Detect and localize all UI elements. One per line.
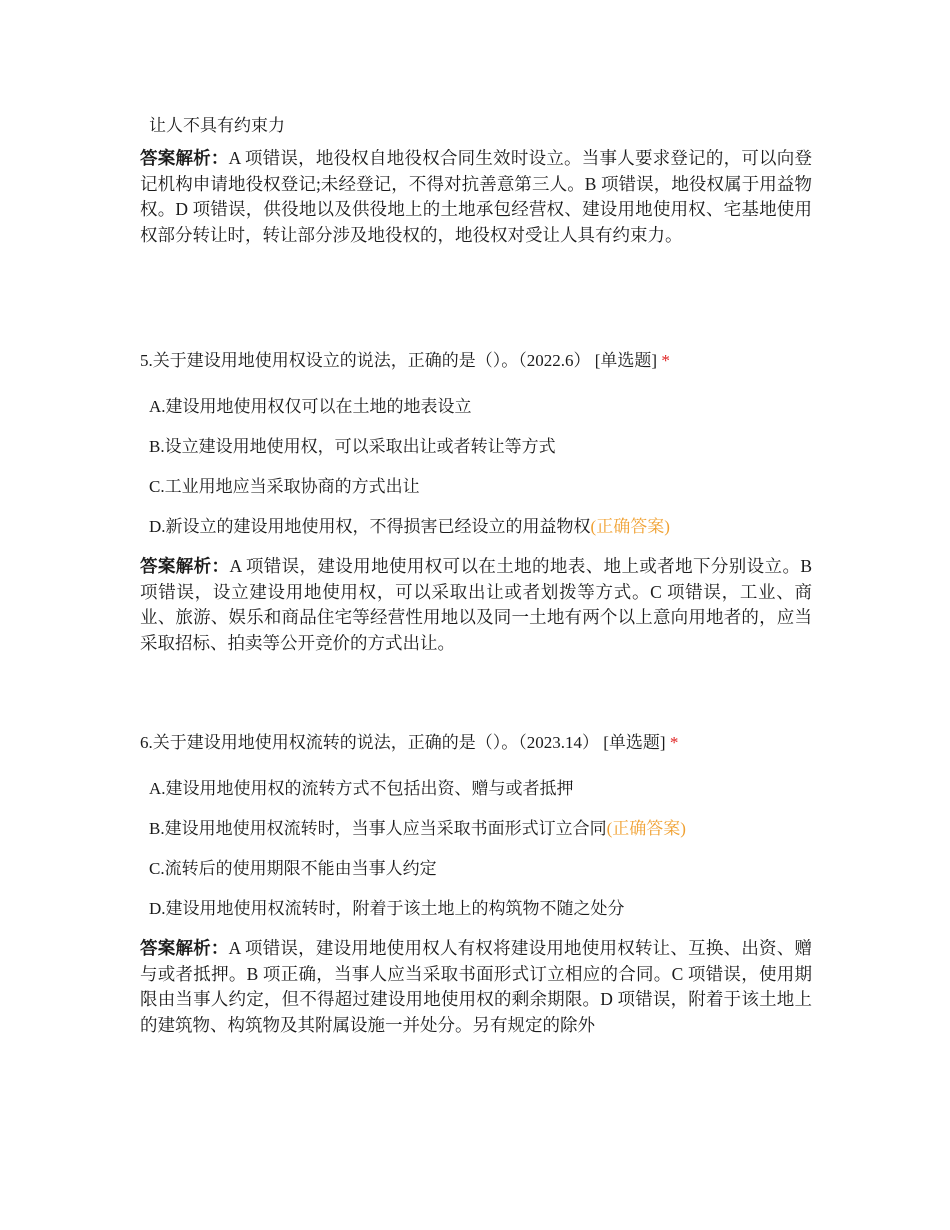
analysis-label: 答案解析： xyxy=(140,148,229,168)
q5-answer-analysis xyxy=(140,554,812,657)
required-mark: * xyxy=(661,351,670,370)
q6-option-d[interactable]: D.建设用地使用权流转时，附着于该土地上的构筑物不随之处分 xyxy=(149,899,625,918)
q6-answer-analysis xyxy=(140,936,812,1039)
q6-option-c[interactable]: C.流转后的使用期限不能由当事人约定 xyxy=(149,859,437,878)
question-5-title: 5.关于建设用地使用权设立的说法，正确的是（）。（2022.6） [单选题] * xyxy=(140,351,670,370)
q6-option-a[interactable]: A.建设用地使用权的流转方式不包括出资、赠与或者抵押 xyxy=(149,779,574,798)
question-6-title: 6.关于建设用地使用权流转的说法，正确的是（）。（2023.14） [单选题] * xyxy=(140,733,679,752)
analysis-label: 答案解析： xyxy=(140,556,230,576)
prev-answer-analysis xyxy=(140,146,812,249)
prev-option-tail: 让人不具有约束力 xyxy=(149,116,285,135)
q5-option-a[interactable]: A.建设用地使用权仅可以在土地的地表设立 xyxy=(149,397,472,416)
q5-option-b[interactable]: B.设立建设用地使用权，可以采取出让或者转让等方式 xyxy=(149,437,556,456)
analysis-text: A 项错误，地役权自地役权合同生效时设立。当事人要求登记的，可以向登记机构申请地役权登记;未经登记，不得对抗善意第三人。B 项错误，地役权属于用益物权。D 项错误，供役地以及供役地上的土地承包经营权、建设用地使用权、宅基地使用权部分转让时，转让部分涉及地役权的，地役权对受让人具有约束力。 xyxy=(140,148,813,246)
analysis-text: A 项错误，建设用地使用权人有权将建设用地使用权转让、互换、出资、赠与或者抵押。B 项正确，当事人应当采取书面形式订立相应的合同。C 项错误，使用期限由当事人约定，但不得超过建设用地使用权的剩余期限。D 项错误，附着于该土地上的建筑物、构筑物及其附属设施一并处分。另有规定的除外 xyxy=(140,938,813,1036)
q5-option-d[interactable]: D.新设立的建设用地使用权，不得损害已经设立的用益物权(正确答案) xyxy=(149,517,670,536)
analysis-label: 答案解析： xyxy=(140,938,229,958)
q5-option-c[interactable]: C.工业用地应当采取协商的方式出让 xyxy=(149,477,420,496)
q6-option-b[interactable]: B.建设用地使用权流转时，当事人应当采取书面形式订立合同(正确答案) xyxy=(149,819,686,838)
correct-answer-tag: (正确答案) xyxy=(590,517,670,536)
analysis-text: A 项错误，建设用地使用权可以在土地的地表、地上或者地下分别设立。B 项错误，设立建设用地使用权，可以采取出让或者划拨等方式。C 项错误，工业、商业、旅游、娱乐和商品住宅等经营性用地以及同一土地有两个以上意向用地者的，应当采取招标、拍卖等公开竞价的方式出让。 xyxy=(140,556,813,654)
correct-answer-tag: (正确答案) xyxy=(606,819,686,838)
required-mark: * xyxy=(669,733,679,752)
